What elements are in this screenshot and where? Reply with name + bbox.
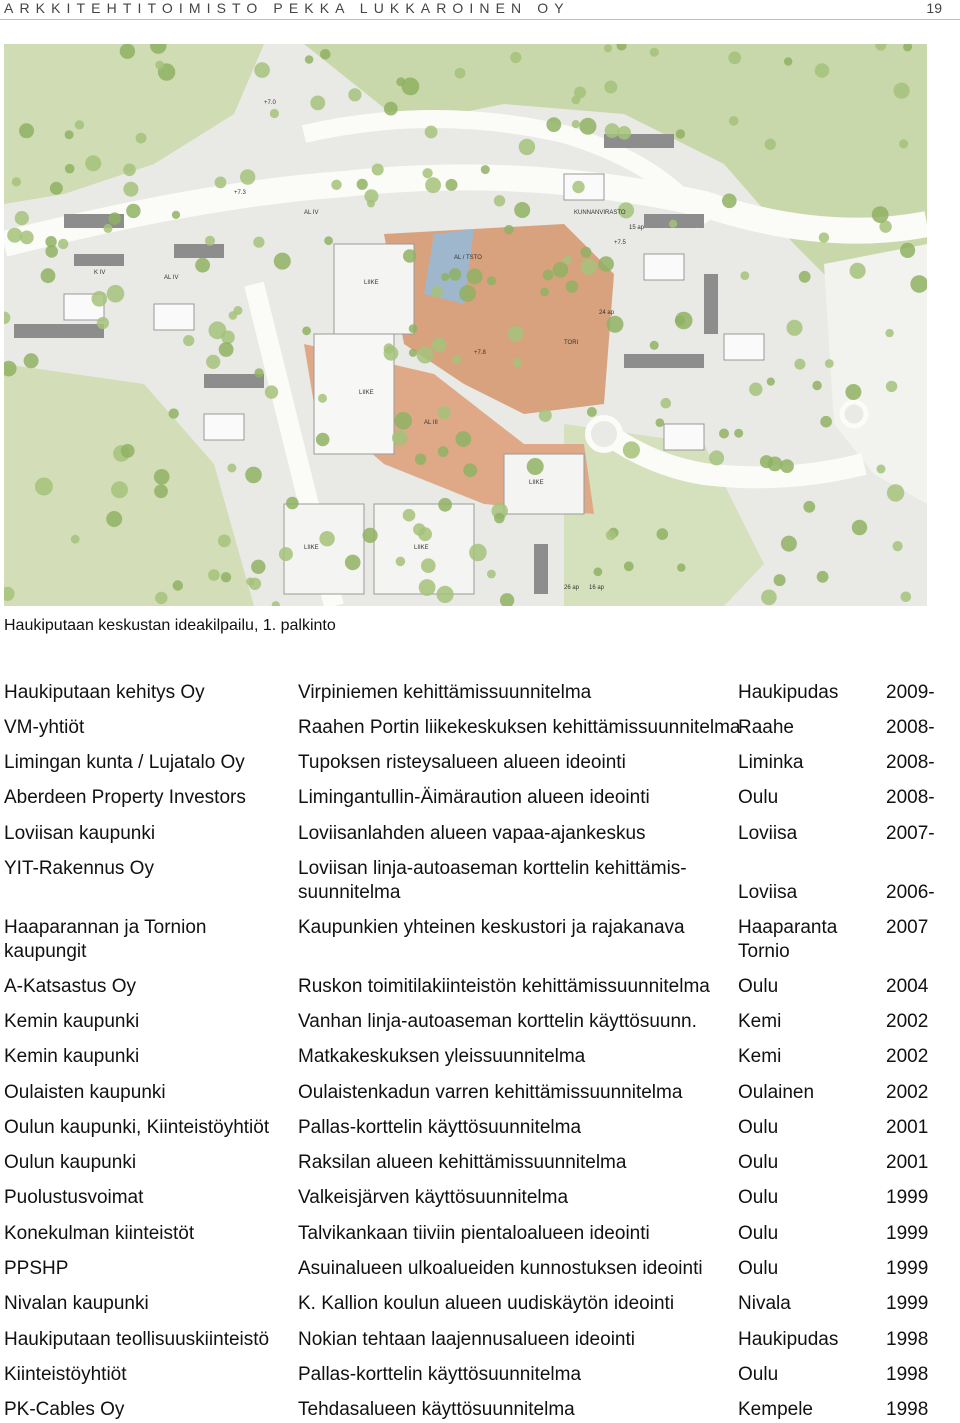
client-cell: Kemin kaupunki [4,1046,140,1067]
tree-symbol [553,262,569,278]
tree-symbol [419,579,436,596]
tree-symbol [768,457,783,472]
tree-symbol [425,177,441,193]
tree-symbol [446,179,458,191]
plan-caption: Haukiputaan keskustan ideakilpailu, 1. palkinto [4,617,336,634]
tree-symbol [331,180,341,190]
tree-symbol [624,561,634,571]
tree-symbol [594,567,603,576]
page-header [0,0,960,22]
tree-symbol [302,326,311,335]
tree-symbol [452,355,461,364]
tree-symbol [566,280,579,293]
tree-symbol [519,139,535,155]
year-cell: 1998 [886,1329,929,1350]
tree-symbol [901,592,912,603]
project-cell: K. Kallion koulun alueen uudiskäytön ideointi [298,1293,675,1314]
tree-symbol [403,509,416,522]
tree-symbol [765,139,776,150]
project-cell: Nokian tehtaan laajennusalueen ideointi [298,1329,635,1350]
project-cell: Talvikankaan tiiviin pientaloalueen ideointi [298,1223,650,1244]
plan-label: 15 ap [629,225,645,231]
tree-symbol [123,182,138,197]
tree-symbol [279,547,293,561]
tree-symbol [767,378,775,386]
tree-symbol [7,228,22,243]
tree-symbol [546,117,561,132]
tree-symbol [254,368,263,377]
tree-symbol [318,394,327,403]
place-cell: Oulu [738,1187,779,1208]
tree-symbol [441,273,449,281]
client-cell: PPSHP [4,1258,69,1279]
tree-symbol [45,236,56,247]
tree-symbol [413,523,425,535]
tree-symbol [310,96,325,111]
tree-symbol [893,541,903,551]
tree-symbol [324,236,333,245]
tree-symbol [183,335,194,346]
tree-symbol [504,225,514,235]
tree-symbol [606,530,616,540]
tree-symbol [253,237,264,248]
tree-symbol [319,531,334,546]
year-cell: 1999 [886,1258,929,1279]
place-cell: Kemi [738,1011,782,1032]
tree-symbol [372,164,384,176]
client-cell: Oulun kaupunki [4,1152,137,1173]
tree-symbol [245,467,262,484]
tree-symbol [227,464,236,473]
year-cell: 2008- [886,752,935,773]
tree-symbol [605,123,620,138]
tree-symbol [58,239,68,249]
client-cell: Kiinteistöyhtiöt [4,1364,127,1385]
tree-symbol [65,164,75,174]
client-cell: Haaparannan ja Tornion kaupungit [4,917,207,962]
tree-symbol [35,478,53,496]
tree-symbol [265,385,278,398]
project-cell: Vanhan linja-autoaseman korttelin käyttösuunn. [298,1011,697,1032]
plan-label: +7.8 [474,350,486,356]
tree-symbol [661,398,672,409]
place-cell: Haukipudas [738,1329,839,1350]
tree-symbol [527,458,544,475]
tree-symbol [305,55,314,64]
tree-symbol [409,349,417,357]
tree-symbol [463,463,477,477]
tree-symbol [394,412,412,430]
tree-symbol [817,571,829,583]
tree-symbol [92,291,108,307]
tree-symbol [417,347,434,364]
tree-symbol [15,211,29,225]
tree-symbol [587,407,597,417]
year-cell: 2007- [886,823,935,844]
tree-symbol [209,321,227,339]
project-cell: Pallas-korttelin käyttösuunnitelma [298,1364,582,1385]
place-cell: Oulu [738,1152,779,1173]
place-cell: Kemi [738,1046,782,1067]
tree-symbol [820,416,832,428]
tree-symbol [403,249,416,262]
place-cell: Loviisa [738,823,798,844]
year-cell: 2002 [886,1011,929,1032]
tree-symbol [109,212,121,224]
tree-symbol [729,116,739,126]
tree-symbol [563,256,572,265]
tree-symbol [540,288,549,297]
project-cell: Pallas-korttelin käyttösuunnitelma [298,1117,582,1138]
plan-label: LIIKE [359,390,374,396]
place-cell: Haukipudas [738,682,839,703]
client-cell: Kemin kaupunki [4,1011,140,1032]
tree-symbol [384,102,398,116]
tree-symbol [494,513,505,524]
tree-symbol [206,355,220,369]
year-cell: 2004 [886,976,929,997]
tree-symbol [794,359,805,370]
tree-symbol [467,268,483,284]
tree-symbol [50,182,63,195]
project-cell: Asuinalueen ulkoalueiden kunnostuksen ideointi [298,1258,703,1279]
project-cell: Raksilan alueen kehittämissuunnitelma [298,1152,627,1173]
tree-symbol [274,253,291,270]
project-cell: Loviisanlahden alueen vapaa-ajankeskus [298,823,646,844]
client-cell: VM-yhtiöt [4,717,85,738]
tree-symbol [894,83,910,99]
tree-symbol [219,342,234,357]
tree-symbol [221,572,231,582]
place-cell: Kempele [738,1399,813,1420]
tree-symbol [481,165,490,174]
year-cell: 1998 [886,1364,929,1385]
plan-label: 24 ap [599,310,615,316]
plan-label: AL IV [304,210,319,216]
tree-symbol [514,202,530,218]
plan-label: AL III [424,420,438,426]
year-cell: 2001 [886,1117,929,1138]
tree-symbol [215,177,227,189]
tree-symbol [617,126,631,140]
tree-symbol [887,484,904,501]
project-cell: Valkeisjärven käyttösuunnitelma [298,1187,569,1208]
tree-symbol [900,243,915,258]
project-cell: Matkakeskuksen yleissuunnitelma [298,1046,586,1067]
tree-symbol [254,62,270,78]
plan-label: TORI [564,340,579,346]
project-cell: Oulaistenkadun varren kehittämissuunnitelma [298,1082,683,1103]
tree-symbol [604,81,617,94]
tree-symbol [120,44,135,59]
tree-symbol [749,383,762,396]
header-rule [0,19,960,20]
tree-symbol [320,49,331,60]
plan-label: AL IV [164,275,179,281]
tree-symbol [111,481,128,498]
plan-label: 26 ap [564,585,580,591]
tree-symbol [675,312,693,330]
tree-symbol [784,57,792,65]
tree-symbol [423,168,433,178]
place-cell: Haaparanta Tornio [738,917,838,962]
plan-label: +7.0 [264,100,276,106]
tree-symbol [126,204,140,218]
tree-symbol [650,48,659,57]
client-cell: Limingan kunta / Lujatalo Oy [4,752,245,773]
plan-label: LIIKE [304,545,319,551]
tree-symbol [607,316,624,333]
tree-symbol [384,343,394,353]
tree-symbol [136,133,147,144]
tree-symbol [345,555,361,571]
year-cell: 1999 [886,1187,929,1208]
place-cell: Oulu [738,1223,779,1244]
tree-symbol [20,231,34,245]
tree-symbol [251,560,265,574]
tree-symbol [169,408,179,418]
site-plan-image [4,44,927,606]
tree-symbol [229,311,238,320]
client-cell: Loviisan kaupunki [4,823,156,844]
tree-symbol [104,224,113,233]
tree-symbol [761,590,777,606]
tree-symbol [396,77,405,86]
page-number: 19 [926,0,942,16]
tree-symbol [316,433,330,447]
tree-symbol [71,535,80,544]
tree-symbol [877,465,886,474]
tree-symbol [852,520,867,535]
tree-symbol [469,544,487,562]
tree-symbol [581,259,597,275]
tree-symbol [657,528,669,540]
client-cell: A-Katsastus Oy [4,976,136,997]
client-cell: Puolustusvoimat [4,1187,144,1208]
tree-symbol [415,454,426,465]
place-cell: Oulu [738,1258,779,1279]
tree-symbol [437,586,454,603]
place-cell: Loviisa [738,882,798,903]
tree-symbol [774,574,786,586]
year-cell: 1998 [886,1399,929,1420]
tree-symbol [218,535,231,548]
tree-symbol [449,268,462,281]
plan-label: LIIKE [364,280,379,286]
tree-symbol [513,358,522,367]
tree-symbol [123,164,136,177]
tree-symbol [41,268,56,283]
tree-symbol [12,177,21,186]
place-cell: Oulainen [738,1082,815,1103]
tree-symbol [803,501,815,513]
tree-symbol [872,206,889,223]
tree-symbol [431,286,443,298]
tree-symbol [409,324,418,333]
tree-symbol [819,232,829,242]
firm-name: ARKKITEHTITOIMISTO PEKKA LUKKAROINEN OY [4,0,570,16]
project-cell: Raahen Portin liikekeskuksen kehittämissuunnitelma [298,717,741,738]
plan-label: KUNNANVIRASTO [574,210,626,216]
year-cell: 2002 [886,1046,929,1067]
tree-symbol [850,263,866,279]
client-cell: Nivalan kaupunki [4,1293,149,1314]
tree-symbol [455,68,466,79]
year-cell: 2008- [886,717,935,738]
tree-symbol [598,256,614,272]
tree-symbol [392,430,408,446]
tree-symbol [815,63,830,78]
tree-symbol [357,179,368,190]
tree-symbol [543,270,554,281]
client-cell: Oulaisten kaupunki [4,1082,166,1103]
tree-symbol [734,429,743,438]
tree-symbol [656,418,665,427]
tree-symbol [155,592,167,604]
tree-symbol [240,169,255,184]
tree-symbol [845,384,861,400]
client-cell: Oulun kaupunki, Kiinteistöyhtiöt [4,1117,270,1138]
tree-symbol [85,155,101,171]
tree-symbol [425,126,438,139]
place-cell: Oulu [738,787,779,808]
client-cell: YIT-Rakennus Oy [4,858,154,879]
project-cell: Ruskon toimitilakiinteistön kehittämissuunnitelma [298,976,710,997]
client-cell: PK-Cables Oy [4,1399,125,1420]
tree-symbol [249,578,261,590]
plan-label: K IV [94,270,106,276]
client-cell: Aberdeen Property Investors [4,787,246,808]
project-cell: Tehdasalueen käyttösuunnitelma [298,1399,575,1420]
tree-symbol [75,120,84,129]
tree-symbol [572,181,584,193]
year-cell: 2009- [886,682,935,703]
project-cell: Virpiniemen kehittämissuunnitelma [298,682,592,703]
tree-symbol [669,220,677,228]
tree-symbol [19,123,34,138]
tree-symbol [572,96,581,105]
plan-label: 16 ap [589,585,605,591]
tree-symbol [572,120,580,128]
tree-symbol [825,359,834,368]
tree-symbol [205,236,215,246]
tree-symbol [121,444,135,458]
place-cell: Nivala [738,1293,791,1314]
place-cell: Raahe [738,717,794,738]
tree-symbol [421,558,436,573]
year-cell: 2002 [886,1082,929,1103]
tree-symbol [799,271,811,283]
tree-symbol [363,528,378,543]
tree-symbol [195,258,210,273]
tree-symbol [154,469,170,485]
tree-symbol [396,557,406,567]
tree-symbol [487,570,496,579]
place-cell: Liminka [738,752,804,773]
project-cell: Limingantullin-Äimäraution alueen ideointi [298,787,650,808]
plan-label: +7.3 [234,190,246,196]
tree-symbol [886,381,897,392]
tree-symbol [740,271,749,280]
tree-symbol [510,52,521,63]
plan-label: LIIKE [529,480,544,486]
tree-symbol [728,51,741,64]
tree-symbol [787,320,803,336]
tree-symbol [812,381,821,390]
tree-symbol [173,580,183,590]
tree-symbol [650,341,659,350]
tree-symbol [155,61,164,70]
place-cell: Oulu [738,1117,779,1138]
tree-symbol [494,195,505,206]
tree-symbol [780,459,794,473]
tree-symbol [623,441,640,458]
tree-symbol [580,247,591,258]
year-cell: 2001 [886,1152,929,1173]
tree-symbol [437,406,450,419]
tree-symbol [286,497,299,510]
tree-symbol [579,118,596,135]
tree-symbol [539,409,552,422]
year-cell: 1999 [886,1293,929,1314]
plan-label: +7.5 [614,240,626,246]
place-cell: Oulu [738,976,779,997]
tree-symbol [270,109,279,118]
tree-symbol [348,88,361,101]
tree-symbol [508,326,524,342]
plan-label: LIIKE [414,545,429,551]
client-cell: Haukiputaan teollisuuskiinteistö [4,1329,270,1350]
plan-label: AL / TSTO [454,255,482,261]
tree-symbol [97,317,109,329]
project-cell: Kaupunkien yhteinen keskustori ja rajakanava [298,917,685,938]
tree-symbol [781,536,797,552]
tree-symbol [709,450,724,465]
tree-symbol [432,338,447,353]
tree-symbol [438,498,452,512]
tree-symbol [107,285,125,303]
client-cell: Haukiputaan kehitys Oy [4,682,205,703]
tree-symbol [722,194,737,209]
year-cell: 2006- [886,882,935,903]
tree-symbol [719,429,729,439]
tree-symbol [487,276,496,285]
year-cell: 2008- [886,787,935,808]
tree-symbol [208,569,220,581]
tree-symbol [459,285,476,302]
tree-symbol [172,211,180,219]
tree-symbol [455,431,471,447]
client-cell: Konekulman kiinteistöt [4,1223,195,1244]
tree-symbol [106,511,122,527]
year-cell: 1999 [886,1223,929,1244]
place-cell: Oulu [738,1364,779,1385]
tree-symbol [364,189,378,203]
tree-symbol [676,129,685,138]
tree-symbol [65,130,74,139]
tree-symbol [24,353,39,368]
tree-symbol [604,44,612,52]
tree-symbol [885,329,893,337]
project-cell: Loviisan linja-autoaseman korttelin kehittämis- suunnitelma [298,858,687,903]
tree-symbol [677,563,685,571]
tree-symbol [154,484,168,498]
tree-symbol [438,446,449,457]
project-cell: Tupoksen risteysalueen alueen ideointi [298,752,626,773]
tree-symbol [899,139,908,148]
year-cell: 2007 [886,917,929,938]
